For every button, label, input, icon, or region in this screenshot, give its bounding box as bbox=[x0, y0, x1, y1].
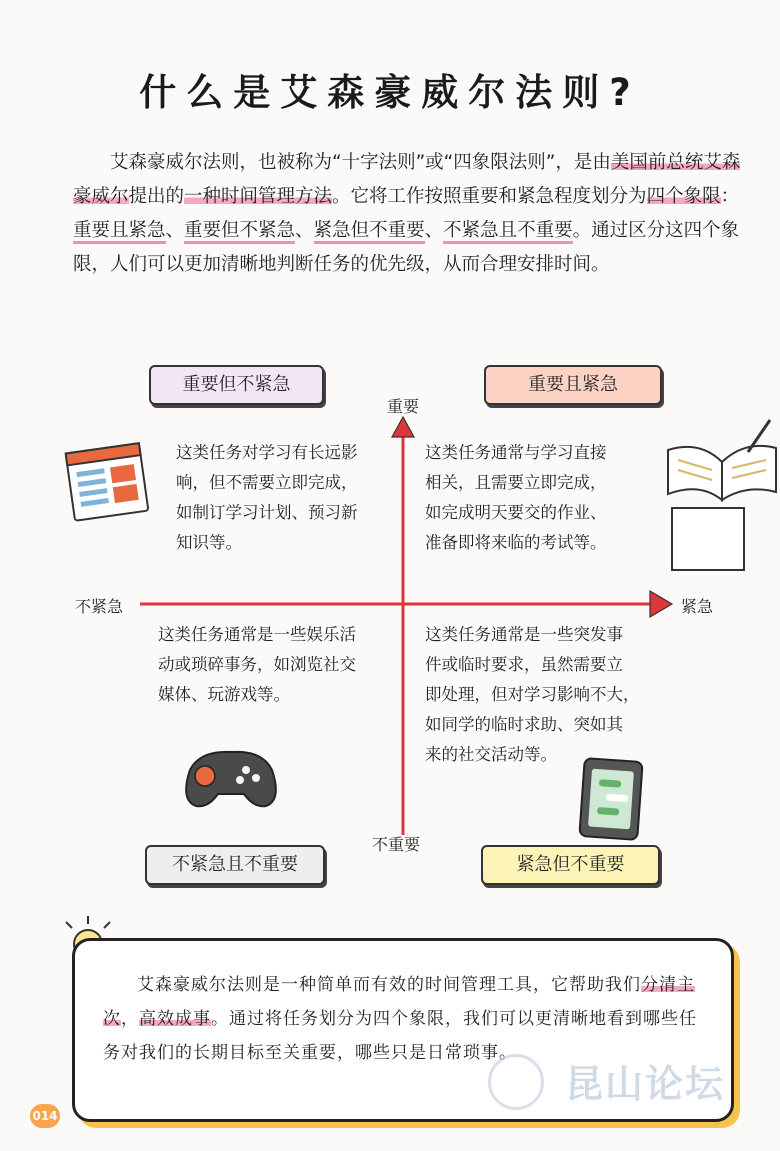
highlight-time-method: 一种时间管理方法 bbox=[184, 186, 333, 207]
vertical-arrowhead bbox=[392, 417, 414, 437]
watermark-text: 昆山论坛 bbox=[565, 1062, 726, 1106]
label-important-urgent: 重要且紧急 bbox=[484, 365, 662, 405]
summary-sentence: ， bbox=[121, 1009, 139, 1029]
intro-text: 、 bbox=[165, 220, 185, 241]
page-title: 什么是艾森豪威尔法则? bbox=[139, 71, 641, 114]
axis-label-not-important: 不重要 bbox=[372, 835, 421, 854]
summary-sentence: 艾森豪威尔法则是一种简单而有效的时间管理工具，它帮助我们 bbox=[137, 975, 641, 995]
horizontal-arrowhead bbox=[650, 591, 672, 617]
underline-urgent-not-important: 紧急但不重要 bbox=[314, 220, 425, 244]
label-urgent-not-important: 紧急但不重要 bbox=[481, 845, 660, 885]
highlight-prioritize: 分清主次 bbox=[103, 975, 695, 1029]
desc-important-urgent: 这类任务通常与学习直接 相关，且需要立即完成， 如完成明天要交的作业、 准备即将来临的考试等。 bbox=[425, 443, 607, 552]
axis-label-not-urgent: 不紧急 bbox=[75, 597, 124, 616]
game-controller-icon bbox=[186, 752, 276, 806]
underline-not-urgent-not-important: 不紧急且不重要 bbox=[443, 220, 573, 244]
axis-label-urgent: 紧急 bbox=[681, 597, 714, 616]
underline-important-urgent: 重要且紧急 bbox=[73, 220, 166, 244]
label-not-urgent-not-important: 不紧急且不重要 bbox=[145, 845, 325, 885]
summary-sentence: 。通过将任务划分为四个象限，我们可以更清晰地看到哪些任务对我们的长期目标至关重要，哪些只是日常琐事。 bbox=[103, 1009, 697, 1063]
planner-icon bbox=[66, 443, 149, 521]
axis-label-important: 重要 bbox=[387, 397, 420, 416]
intro-text: 、 bbox=[424, 220, 444, 241]
page-number: 014 bbox=[30, 1104, 60, 1128]
intro-text: ： bbox=[720, 186, 740, 207]
intro-paragraph bbox=[73, 146, 741, 282]
highlight-four-quadrants: 四个象限 bbox=[646, 186, 721, 207]
intro-text: 。通过区分这四个象限，人们可以更加清晰地判断任务的优先级，从而合理安排时间。 bbox=[73, 220, 740, 275]
watermark-logo-icon bbox=[488, 1054, 544, 1110]
open-book-icon bbox=[668, 420, 776, 570]
highlight-us-president: 美国前总统艾森豪威尔 bbox=[73, 152, 741, 207]
highlight-efficient: 高效成事 bbox=[139, 1009, 211, 1029]
intro-text: 提出的 bbox=[128, 186, 185, 207]
intro-text: 、 bbox=[295, 220, 314, 241]
intro-text: 。它将工作按照重要和紧急程度划分为 bbox=[332, 186, 647, 207]
intro-text: 艾森豪威尔法则，也被称为“十字法则”或“四象限法则”，是由 bbox=[110, 152, 611, 173]
label-important-not-urgent: 重要但不紧急 bbox=[149, 365, 324, 405]
underline-important-not-urgent: 重要但不紧急 bbox=[184, 220, 295, 244]
smartphone-icon bbox=[579, 758, 642, 840]
desc-important-not-urgent: 这类任务对学习有长远影 响，但不需要立即完成， 如制订学习计划、预习新 知识等。 bbox=[176, 443, 358, 552]
desc-urgent-not-important: 这类任务通常是一些突发事 件或临时要求，虽然需要立 即处理，但对学习影响不大， 如同学的临时求助、突如其 来的社交活动等。 bbox=[425, 625, 640, 764]
desc-not-urgent-not-important: 这类任务通常是一些娱乐活 动或琐碎事务，如浏览社交 媒体、玩游戏等。 bbox=[158, 625, 356, 704]
